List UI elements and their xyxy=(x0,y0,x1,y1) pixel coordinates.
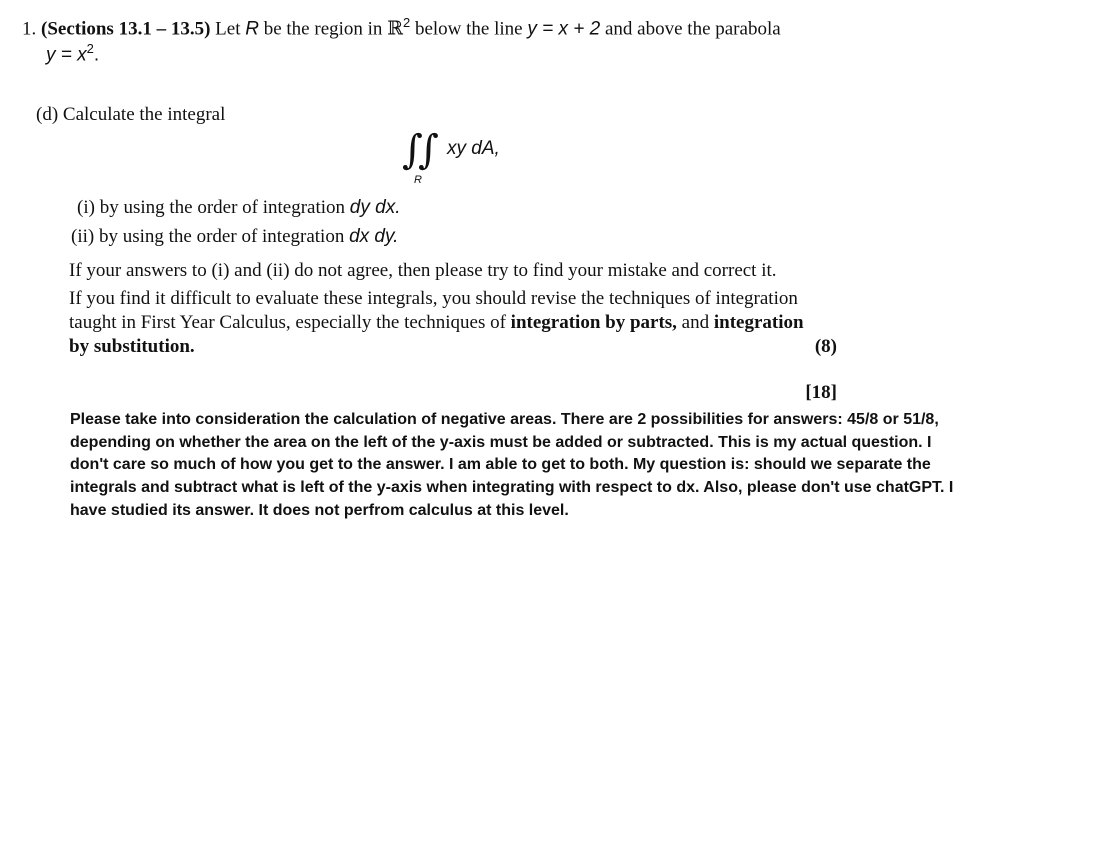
part-d-label: (d) xyxy=(36,104,59,125)
total-marks: [18] xyxy=(805,382,837,403)
instruction-paragraph-2-line-3: by substitution. xyxy=(69,336,195,357)
para2-plain: taught in First Year Calculus, especially the techniques of xyxy=(69,312,506,333)
parabola-equation xyxy=(46,41,99,66)
comment-line: Please take into consideration the calculation of negative areas. There are 2 possibilities for answers: 45/8 or 51/8, xyxy=(70,411,939,428)
stem-let: Let xyxy=(215,18,241,40)
comment-line: have studied its answer. It does not perfrom calculus at this level. xyxy=(70,502,569,519)
item-i-order: dy dx. xyxy=(349,197,401,218)
space-exponent: 2 xyxy=(402,15,411,30)
parabola-end: . xyxy=(93,44,100,66)
part-marks: (8) xyxy=(814,336,837,357)
parabola-base: y = x xyxy=(46,44,87,66)
item-ii-order: dx dy. xyxy=(349,226,399,247)
integral-sign-outer: ∫ xyxy=(402,127,423,173)
question-sections: (Sections 13.1 – 13.5) xyxy=(41,18,211,40)
integrand: xy dA, xyxy=(447,138,500,159)
para2-and: and xyxy=(681,312,710,333)
part-d-text: Calculate the integral xyxy=(62,104,226,125)
line-equation: y = x + 2 xyxy=(527,18,601,40)
instruction-paragraph-1: If your answers to (i) and (ii) do not agree, then please try to find your mistake and correct it. xyxy=(69,260,777,281)
double-integral xyxy=(402,128,522,190)
item-ii-text: by using the order of integration xyxy=(98,226,345,247)
para2-bold-parts: integration by parts, xyxy=(510,312,677,333)
part-d-heading xyxy=(36,104,225,126)
item-ii-label: (ii) xyxy=(71,226,95,247)
item-i-label: (i) xyxy=(77,197,95,218)
region-variable: R xyxy=(245,18,259,40)
para2-bold-integration: integration xyxy=(713,312,804,333)
integral-sign-inner: ∫ xyxy=(418,127,439,173)
item-i-text: by using the order of integration xyxy=(99,197,346,218)
comment-line: integrals and subtract what is left of the y-axis when integrating with respect to dx. Also, please don't use chatGPT. I xyxy=(70,479,954,496)
instruction-paragraph-2-line-2 xyxy=(69,312,804,334)
item-ii xyxy=(71,226,398,248)
stem-below: below the line xyxy=(414,18,523,40)
integral-region: R xyxy=(414,174,422,186)
question-number: 1. xyxy=(22,18,37,40)
comment-line: depending on whether the area on the left of the y-axis must be added or subtracted. This is my actual question. I xyxy=(70,434,932,451)
space-symbol: ℝ xyxy=(387,18,403,40)
instruction-paragraph-2-line-1: If you find it difficult to evaluate these integrals, you should revise the techniques of integration xyxy=(69,288,798,309)
comment-line: don't care so much of how you get to the answer. I am able to get to both. My question is: should we separate the xyxy=(70,456,931,473)
stem-and: and above the parabola xyxy=(604,18,781,40)
item-i xyxy=(77,197,401,219)
question-header xyxy=(22,15,781,40)
stem-mid: be the region in xyxy=(263,18,383,40)
parabola-exponent: 2 xyxy=(86,41,94,56)
